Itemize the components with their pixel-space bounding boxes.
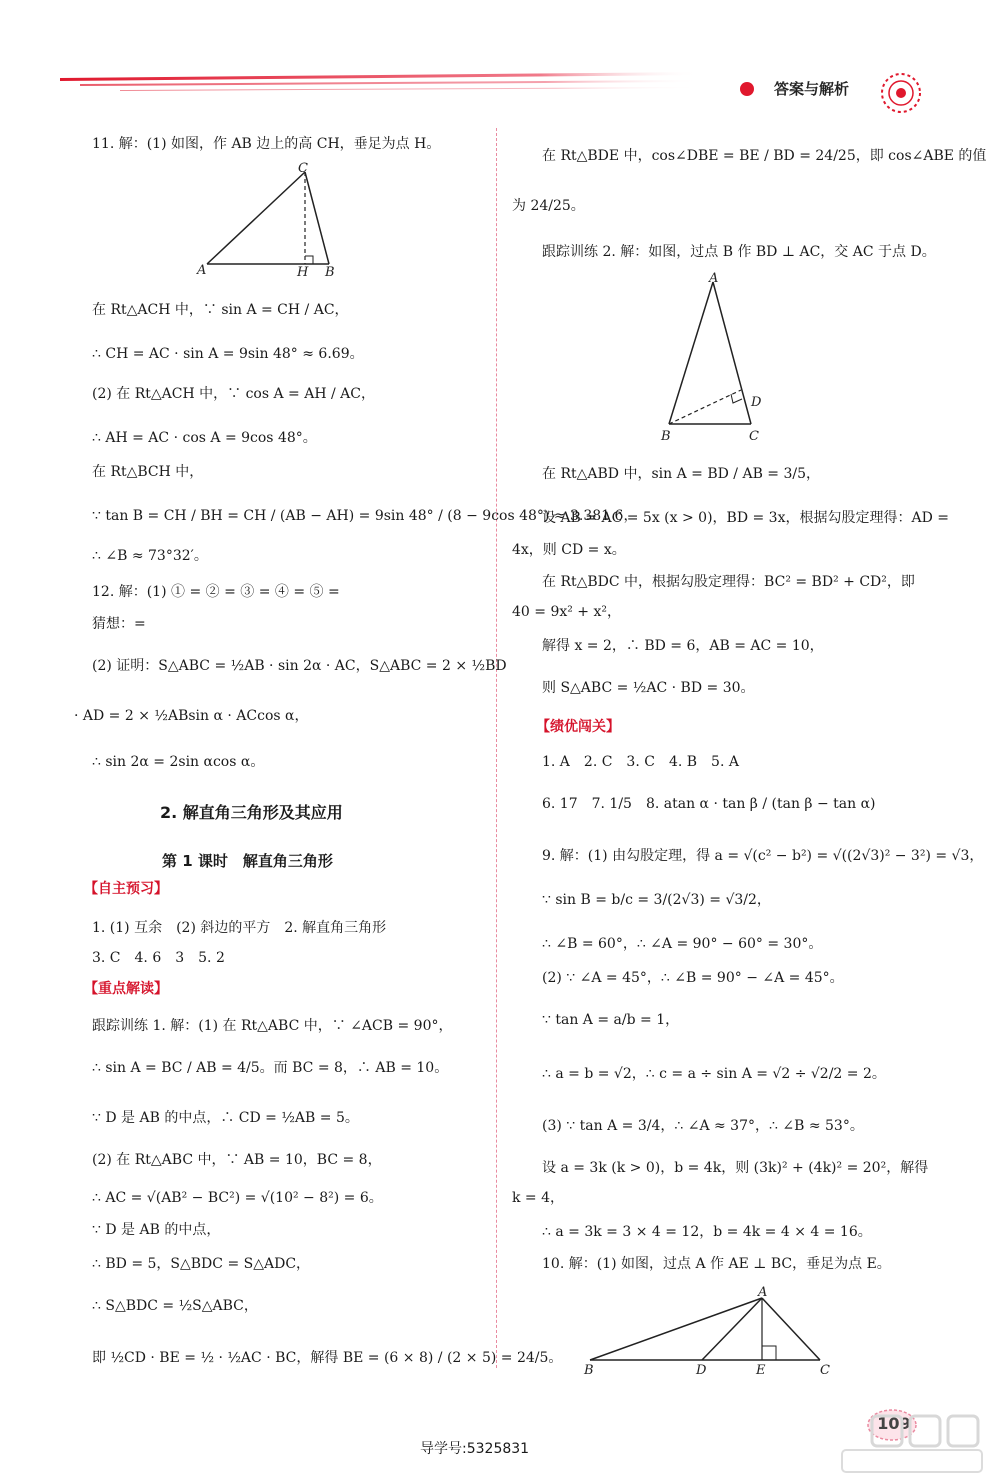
- key-line-2: ∴ sin A = BC / AB = 4/5。而 BC = 8，∴ AB = 10。: [92, 1060, 449, 1076]
- left-line-7: ∵ tan B = CH / BH = CH / (AB − AH) = 9sin 48° / (8 − 9cos 48°) ≈ 3.381 6，: [92, 508, 638, 524]
- figure-triangle-abc-wide: [580, 1282, 840, 1378]
- excellent-line-4: ∵ sin B = b/c = 3/(2√3) = √3/2，: [542, 892, 771, 908]
- fig2-label-c: C: [749, 429, 759, 444]
- key-line-3: ∵ D 是 AB 的中点，∴ CD = ½AB = 5。: [92, 1110, 359, 1126]
- fig1-label-b: B: [325, 265, 335, 280]
- fig3-label-e: E: [756, 1363, 766, 1378]
- excellent-line-8: ∴ a = b = √2，∴ c = a ÷ sin A = √2 ÷ √2/2 = 2。: [542, 1066, 886, 1082]
- footer-guide-code: 导学号:5325831: [420, 1441, 530, 1457]
- excellent-line-7: ∵ tan A = a/b = 1，: [542, 1012, 680, 1028]
- excellent-line-10: 设 a = 3k (k > 0)，b = 4k，则 (3k)² + (4k)² = 20²，解得: [542, 1160, 929, 1176]
- key-line-7: ∴ BD = 5，S△BDC = S△ADC，: [92, 1256, 311, 1272]
- label-excellent: 【绩优闯关】: [536, 719, 620, 735]
- excellent-line-11: k = 4，: [512, 1190, 565, 1206]
- figure-triangle-abc-isoceles: [655, 268, 775, 448]
- column-divider: [496, 128, 497, 1368]
- right-line-5: 设 AB = AC = 5x (x > 0)，BD = 3x，根据勾股定理得：AD =: [542, 510, 950, 526]
- excellent-line-3: 9. 解：(1) 由勾股定理，得 a = √(c² − b²) = √((2√3)² − 3²) = √3，: [542, 848, 984, 864]
- figure-triangle-ach: [195, 160, 345, 280]
- left-line-8: ∴ ∠B ≈ 73°32′。: [92, 548, 208, 564]
- left-line-3: ∴ CH = AC · sin A = 9sin 48° ≈ 6.69。: [92, 346, 364, 362]
- right-line-7: 在 Rt△BDC 中，根据勾股定理得：BC² = BD² + CD²，即: [542, 574, 915, 590]
- key-line-9: 即 ½CD · BE = ½ · ½AC · BC，解得 BE = (6 × 8) / (2 × 5) = 24/5。: [92, 1350, 563, 1366]
- left-line-13: ∴ sin 2α = 2sin αcos α。: [92, 754, 265, 770]
- header-decor-bar: [60, 72, 700, 94]
- fig2-label-d: D: [751, 395, 762, 410]
- excellent-line-12: ∴ a = 3k = 3 × 4 = 12，b = 4k = 4 × 4 = 16。: [542, 1224, 872, 1240]
- fig3-label-c: C: [820, 1363, 830, 1378]
- right-line-4: 在 Rt△ABD 中，sin A = BD / AB = 3/5，: [542, 466, 821, 482]
- section-title: 2. 解直角三角形及其应用: [160, 803, 343, 822]
- left-line-4: (2) 在 Rt△ACH 中，∵ cos A = AH / AC，: [92, 386, 376, 402]
- excellent-line-2: 6. 17 7. 1/5 8. atan α · tan β / (tan β − tan α): [542, 796, 876, 812]
- left-line-10: 猜想：=: [92, 616, 146, 632]
- fig1-label-a: A: [197, 263, 207, 278]
- excellent-line-1: 1. A 2. C 3. C 4. B 5. A: [542, 754, 739, 770]
- label-preview: 【自主预习】: [84, 881, 168, 897]
- excellent-line-9: (3) ∵ tan A = 3/4，∴ ∠A ≈ 37°，∴ ∠B ≈ 53°。: [542, 1118, 864, 1134]
- excellent-line-6: (2) ∵ ∠A = 45°，∴ ∠B = 90° − ∠A = 45°。: [542, 970, 844, 986]
- right-line-1: 在 Rt△BDE 中，cos∠DBE = BE / BD = 24/25，即 cos∠ABE 的值: [542, 148, 987, 164]
- preview-line-1: 1. (1) 互余 (2) 斜边的平方 2. 解直角三角形: [92, 920, 387, 936]
- preview-line-2: 3. C 4. 6 3 5. 2: [92, 950, 225, 966]
- fig2-label-a: A: [709, 271, 719, 286]
- left-line-9: 12. 解：(1) ① = ② = ③ = ④ = ⑤ =: [92, 584, 340, 600]
- left-line-5: ∴ AH = AC · cos A = 9cos 48°。: [92, 430, 317, 446]
- excellent-line-5: ∴ ∠B = 60°，∴ ∠A = 90° − 60° = 30°。: [542, 936, 823, 952]
- fig1-label-h: H: [297, 265, 309, 280]
- left-line-1: 11. 解：(1) 如图，作 AB 边上的高 CH，垂足为点 H。: [92, 136, 441, 152]
- key-line-6: ∵ D 是 AB 的中点，: [92, 1222, 221, 1238]
- header-bullet-icon: [740, 82, 754, 96]
- right-line-6: 4x，则 CD = x。: [512, 542, 626, 558]
- right-line-9: 解得 x = 2，∴ BD = 6，AB = AC = 10，: [542, 638, 824, 654]
- fig1-label-c: C: [298, 161, 308, 176]
- label-key: 【重点解读】: [84, 981, 168, 997]
- header-title: 答案与解析: [774, 80, 850, 98]
- right-line-10: 则 S△ABC = ½AC · BD = 30。: [542, 680, 755, 696]
- page-number: 109: [877, 1414, 911, 1433]
- left-line-12: · AD = 2 × ½ABsin α · ACcos α，: [74, 708, 309, 724]
- right-line-3: 跟踪训练 2. 解：如图，过点 B 作 BD ⊥ AC，交 AC 于点 D。: [542, 244, 936, 260]
- fig3-label-d: D: [696, 1363, 707, 1378]
- fig3-label-a: A: [758, 1285, 768, 1300]
- watermark-stamp-icon: [822, 1410, 992, 1478]
- left-line-6: 在 Rt△BCH 中，: [92, 464, 204, 480]
- key-line-5: ∴ AC = √(AB² − BC²) = √(10² − 8²) = 6。: [92, 1190, 383, 1206]
- fig2-label-b: B: [661, 429, 671, 444]
- excellent-line-13: 10. 解：(1) 如图，过点 A 作 AE ⊥ BC，垂足为点 E。: [542, 1256, 891, 1272]
- right-line-8: 40 = 9x² + x²，: [512, 604, 621, 620]
- left-line-11: (2) 证明：S△ABC = ½AB · sin 2α · AC，S△ABC = 2 × ½BD: [92, 658, 507, 674]
- header-flower-logo-icon: [875, 70, 927, 116]
- right-line-2: 为 24/25。: [512, 198, 585, 214]
- left-line-2: 在 Rt△ACH 中，∵ sin A = CH / AC，: [92, 302, 349, 318]
- key-line-8: ∴ S△BDC = ½S△ABC，: [92, 1298, 258, 1314]
- lesson-title: 第 1 课时 解直角三角形: [162, 852, 333, 870]
- key-line-4: (2) 在 Rt△ABC 中，∵ AB = 10，BC = 8，: [92, 1152, 382, 1168]
- key-line-1: 跟踪训练 1. 解：(1) 在 Rt△ABC 中，∵ ∠ACB = 90°，: [92, 1018, 453, 1034]
- fig3-label-b: B: [584, 1363, 594, 1378]
